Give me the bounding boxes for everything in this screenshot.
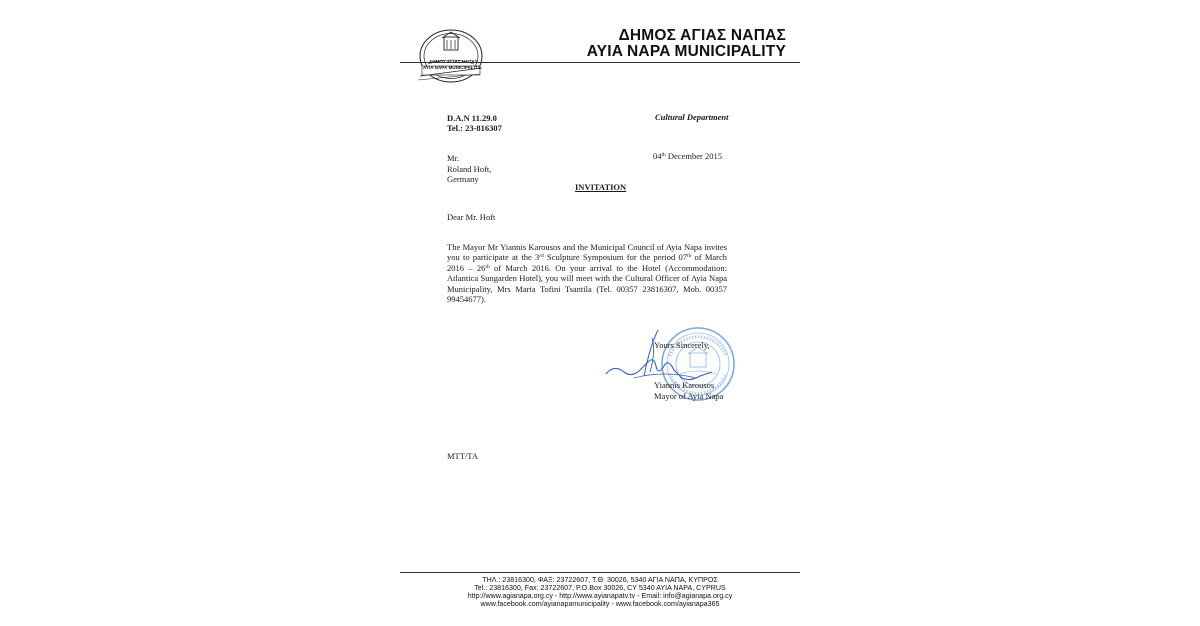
seal-label-english: AYIA NAPA MUNICIPALITY	[423, 65, 481, 70]
signature-icon	[604, 326, 714, 386]
recipient-line: Mr.	[447, 153, 460, 163]
closing-line: Yours Sincerely,	[654, 340, 710, 350]
footer-address-greek: ΤΗΛ.: 23816300, ΦΑΞ: 23722607, Τ.Θ. 30026, 5340 ΑΓΙΑ ΝΑΠΑ, ΚΥΠΡΟΣ	[482, 576, 718, 584]
department-label: Cultural Department	[655, 112, 729, 122]
seal-label-greek: ΔΗΜΟΣ ΑΓΙΑΣ ΝΑΠΑΣ	[429, 59, 478, 64]
letter-body: The Mayor Mr Yiannis Karousos and the Municipal Council of Ayia Napa invites you to participate at the 3rd Sculpture Symposium for the period 07th of March 2016 – 26th of March 2016. On your arrival to the Hotel (Accommodation: Atlantica Sungarden Hotel), you will meet with the Cultural Officer of Ayia Napa Municipality, Mrs Maria Tofini Tsantila (Tel. 00357 23816307, Mob. 00357 99454677).	[447, 242, 728, 305]
recipient-line: Germany	[447, 174, 479, 184]
letter-title: INVITATION	[575, 182, 627, 192]
footer-social-links: www.facebook.com/ayianapamunicipality - www.facebook.com/ayianapa365	[480, 600, 720, 608]
recipient-line: Roland Hoft,	[447, 164, 492, 174]
municipality-seal-icon	[418, 28, 484, 84]
typist-initials: MTT/TA	[447, 451, 478, 461]
footer-divider	[400, 572, 800, 573]
reference-number: D.A.N 11.29.0	[447, 113, 497, 123]
header-divider	[400, 62, 800, 63]
municipality-title-greek: ΔΗΜΟΣ ΑΓΙΑΣ ΝΑΠΑΣ	[618, 27, 786, 44]
footer-address-english: Tel.: 23816300, Fax: 23722607, P.O.Box 30026, CY 5340 AYIA NAPA, CYPRUS	[474, 584, 726, 592]
municipality-title-english: AYIA NAPA MUNICIPALITY	[586, 43, 786, 60]
signatory-role: Mayor of Ayia Napa	[654, 391, 724, 401]
signatory-name: Yiannis Karousos	[654, 380, 715, 390]
letter-date: 04th December 2015	[653, 151, 722, 161]
footer-web-links: http://www.agianapa.org.cy - http://www.ayianapatv.tv - Email: info@agianapa.org.cy	[467, 592, 733, 600]
telephone-reference: Tel.: 23-816307	[447, 123, 502, 133]
salutation: Dear Mr. Hoft	[447, 212, 496, 222]
